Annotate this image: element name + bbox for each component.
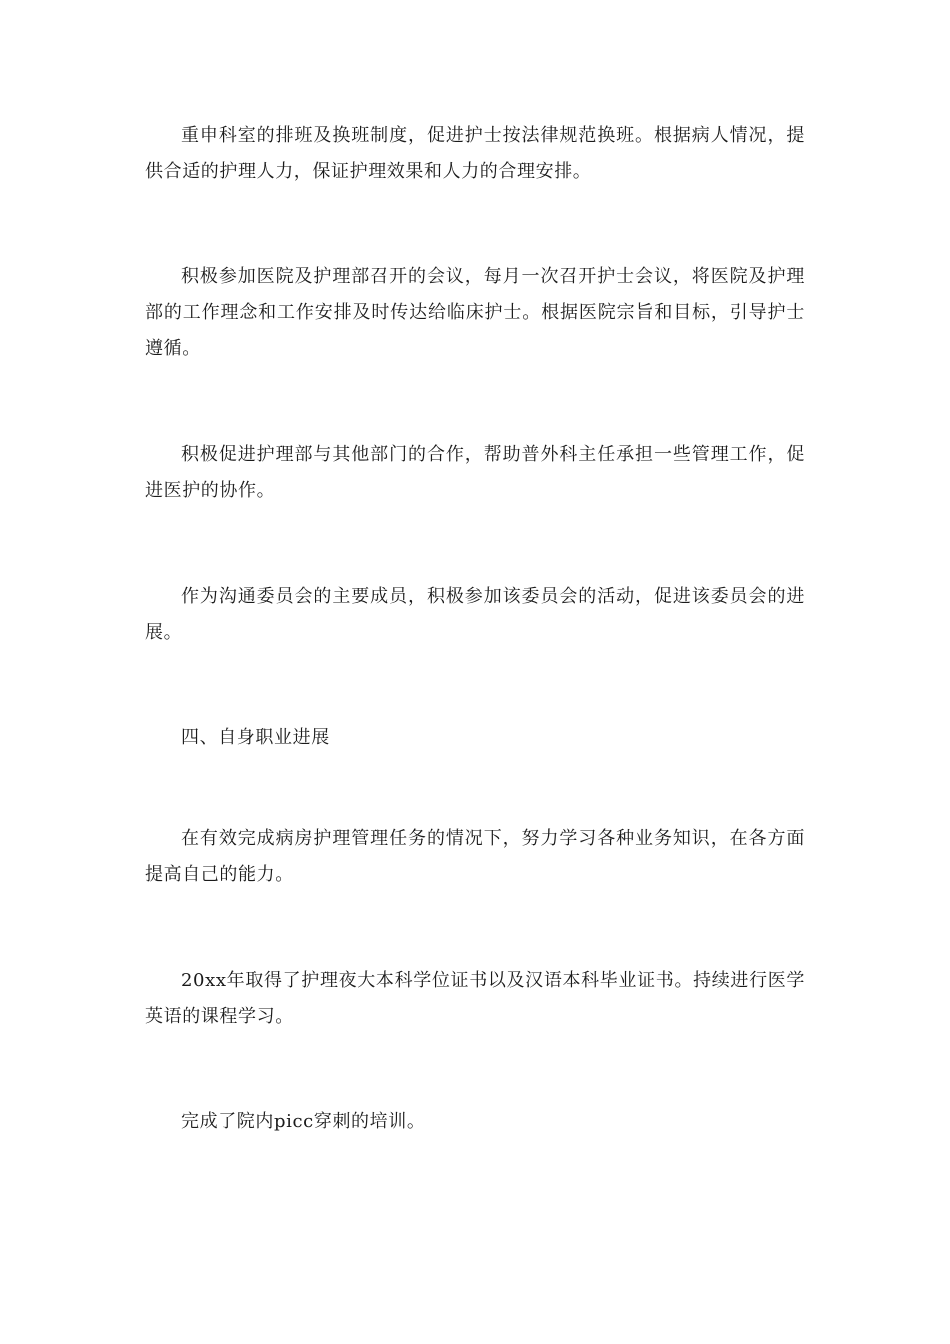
section-heading-career-development: 四、自身职业进展: [181, 727, 330, 748]
paragraph-shift-scheduling: 重申科室的排班及换班制度，促进护士按法律规范换班。根据病人情况，提供合适的护理人力，保证护理效果和人力的合理安排。: [145, 125, 805, 182]
paragraph-picc-training: 完成了院内picc穿刺的培训。: [181, 1111, 426, 1132]
paragraph-learning: 在有效完成病房护理管理任务的情况下，努力学习各种业务知识，在各方面提高自己的能力。: [145, 828, 805, 885]
paragraph-department-cooperation: 积极促进护理部与其他部门的合作，帮助普外科主任承担一些管理工作，促进医护的协作。: [145, 444, 805, 501]
paragraph-certificates: 20xx年取得了护理夜大本科学位证书以及汉语本科毕业证书。持续进行医学英语的课程学习。: [145, 970, 805, 1027]
paragraph-meetings: 积极参加医院及护理部召开的会议，每月一次召开护士会议，将医院及护理部的工作理念和工作安排及时传达给临床护士。根据医院宗旨和目标，引导护士遵循。: [145, 266, 805, 359]
paragraph-committee: 作为沟通委员会的主要成员，积极参加该委员会的活动，促进该委员会的进展。: [145, 586, 805, 643]
